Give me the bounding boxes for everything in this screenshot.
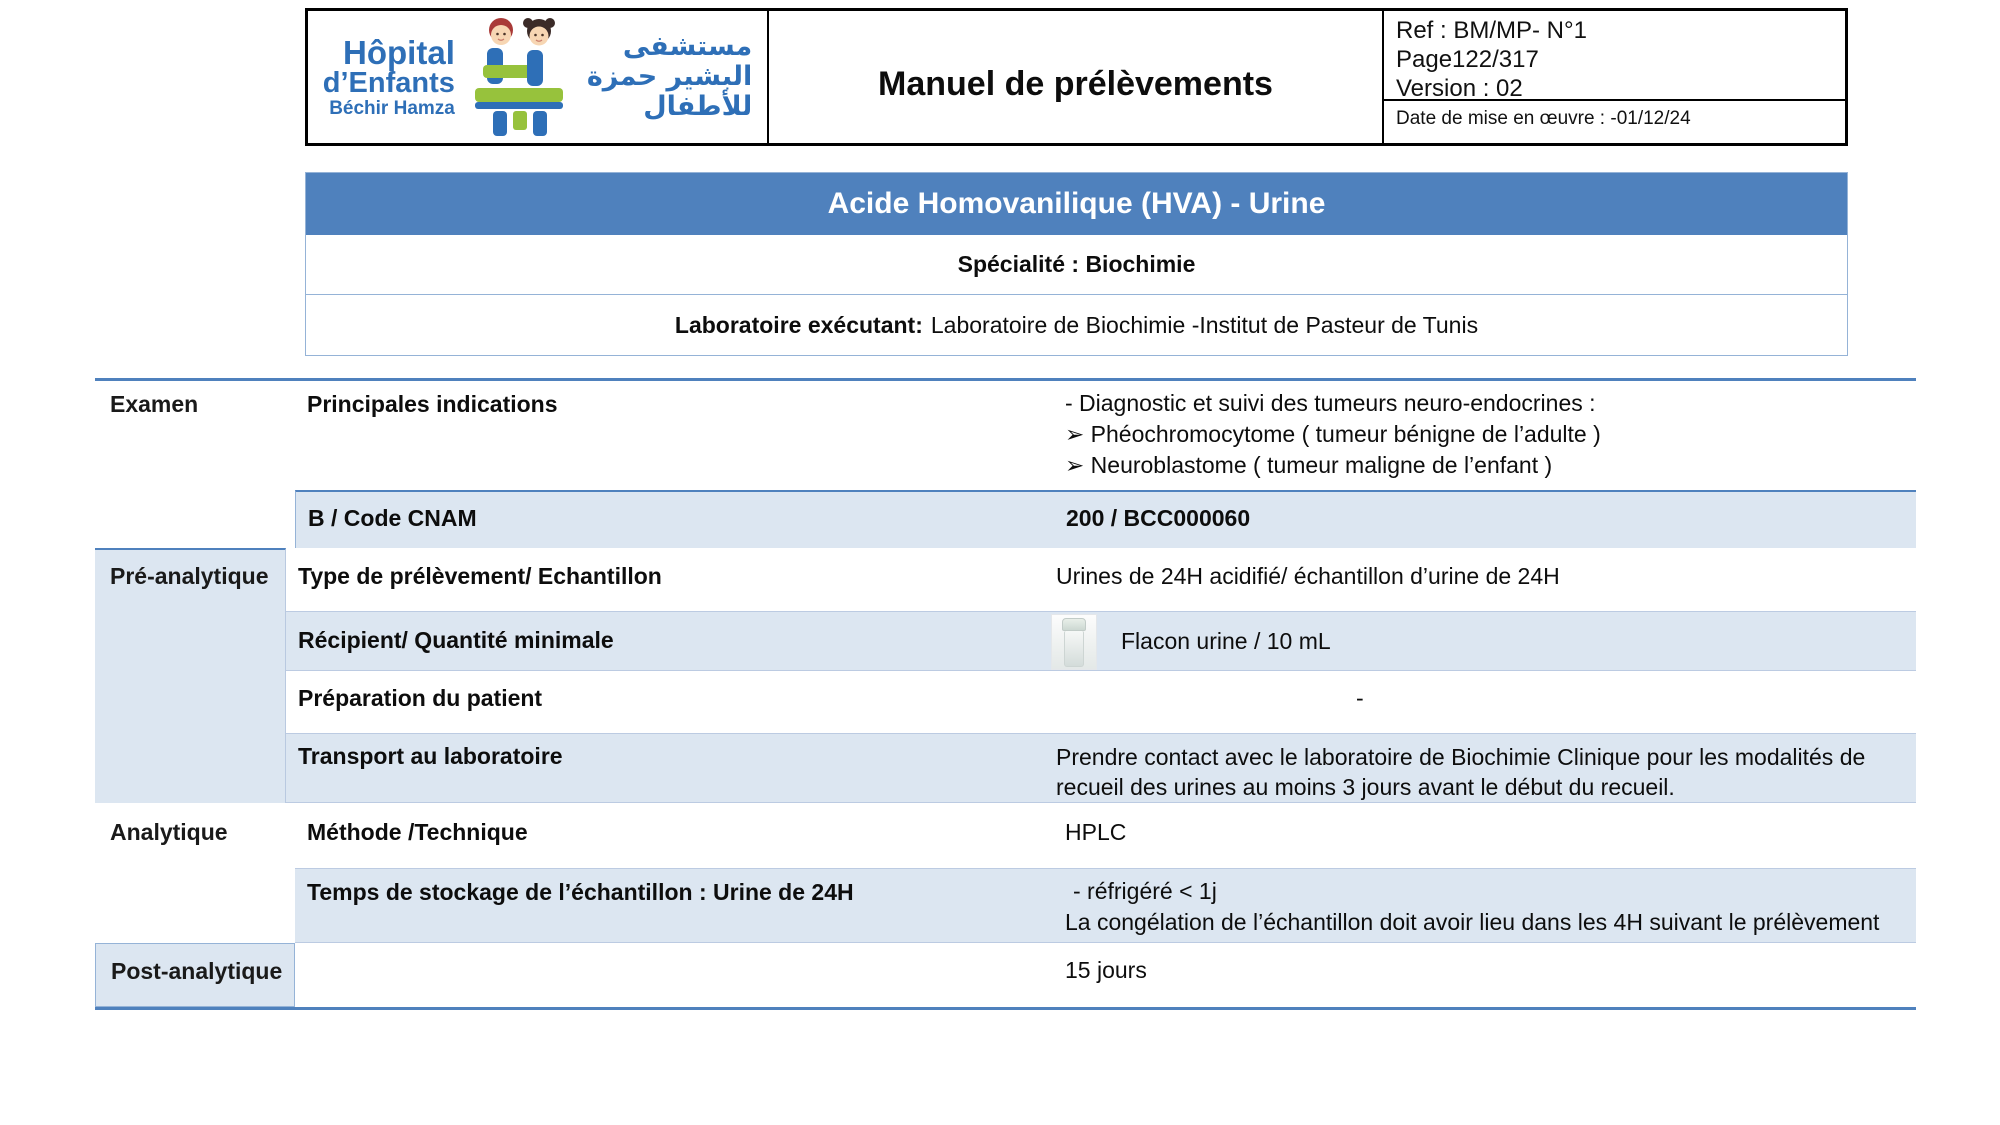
transport-value: Prendre contact avec le laboratoire de Biochimie Clinique pour les modalités de recueil des urines au moins 3 jours avant le début du recueil. [1056,744,1866,800]
preparation-value: - [1356,685,1364,711]
row-type-prelevement [286,548,1916,611]
row-label: Méthode /Technique [307,819,528,845]
row-label: Type de prélèvement/ Echantillon [298,563,662,589]
logo-arabic-line3: للأطفال [643,90,753,122]
sampling-info-table [95,378,1916,1010]
version-number: Version : 02 [1396,75,1523,102]
reference-block [1384,11,1845,143]
section-examen [95,381,1916,548]
logo-text-line3: Béchir Hamza [329,97,455,119]
page-number: Page122/317 [1396,46,1539,73]
row-code-cnam [295,490,1916,548]
row-value: HPLC [1065,819,1127,845]
indication-line: ➢ Phéochromocytome ( tumeur bénigne de l’adulte ) [1065,421,1601,447]
row-value [1051,734,1916,802]
section-analytique [95,803,1916,943]
hospital-logo [308,11,769,143]
hospital-logo-icon [469,18,573,136]
recipient-value: Flacon urine / 10 mL [1121,627,1331,654]
row-value: 200 / BCC000060 [1066,505,1251,531]
row-value [1060,869,1916,942]
analysis-title-block [305,172,1848,356]
ref-number: Ref : BM/MP- N°1 [1396,17,1587,44]
storage-line: La congélation de l’échantillon doit avoir lieu dans les 4H suivant le prélèvement [1065,909,1880,935]
indication-line: - Diagnostic et suivi des tumeurs neuro-endocrines : [1065,390,1596,416]
section-label-examen: Examen [95,381,295,548]
row-value [1060,381,1916,490]
row-preparation-patient [286,671,1916,733]
row-label: Préparation du patient [298,685,543,711]
logo-text-line1: Hôpital [343,33,455,71]
row-temps-stockage [295,868,1916,943]
row-label: Récipient/ Quantité minimale [298,627,614,653]
logo-text-line2: d’Enfants [322,67,455,100]
urine-flask-icon [1051,614,1097,670]
executing-lab-row [306,295,1847,355]
row-label: B / Code CNAM [308,505,477,531]
manual-title: Manuel de prélèvements [878,64,1273,103]
row-label [295,943,1060,1007]
row-conservation [295,943,1916,1007]
row-recipient [286,611,1916,671]
executing-lab-value: Laboratoire de Biochimie -Institut de Pasteur de Tunis [930,311,1479,338]
implementation-date: Date de mise en œuvre : -01/12/24 [1396,108,1691,129]
hospital-name-arabic [587,32,752,121]
section-label-post-analytique: Post-analytique [95,943,295,1007]
specialty-row: Spécialité : Biochimie [306,235,1847,295]
row-value: 15 jours [1065,957,1147,983]
storage-line: - réfrigéré < 1j [1073,878,1217,904]
header-table [305,8,1848,146]
row-principales-indications [295,381,1916,490]
executing-lab-label: Laboratoire exécutant: [674,311,923,338]
row-label: Temps de stockage de l’échantillon : Urine de 24H [307,879,854,905]
row-value [1051,612,1916,670]
row-value [1051,671,1916,733]
section-post-analytique [95,943,1916,1007]
row-transport [286,733,1916,803]
logo-arabic-line2: البشير حمزة [586,61,753,93]
section-pre-analytique [95,548,1916,803]
analysis-title-bar: Acide Homovanilique (HVA) - Urine [306,173,1847,235]
hospital-name-french [322,33,455,119]
row-label: Principales indications [307,391,558,417]
logo-arabic-line1: مستشفى [622,31,753,63]
section-label-pre-analytique: Pré-analytique [95,548,286,803]
section-label-analytique: Analytique [95,803,295,943]
indication-line: ➢ Neuroblastome ( tumeur maligne de l’enfant ) [1065,452,1553,478]
row-value: Urines de 24H acidifié/ échantillon d’urine de 24H [1056,563,1560,589]
row-methode [295,803,1916,868]
row-label: Transport au laboratoire [298,743,563,769]
